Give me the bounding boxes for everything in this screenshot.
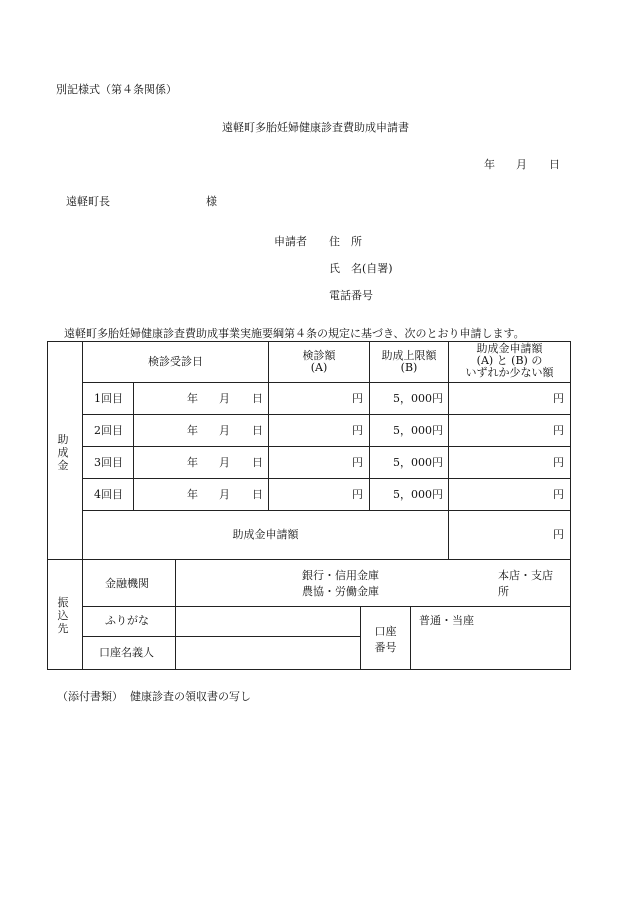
honorific: 様 bbox=[206, 195, 217, 208]
form-label: 別記様式（第４条関係） bbox=[56, 83, 177, 96]
subsidy-section-label: 助 成 金 bbox=[57, 433, 69, 472]
phone-label: 電話番号 bbox=[329, 289, 373, 302]
row-month: 月 bbox=[219, 392, 230, 405]
bank-type-1[interactable]: 銀行・信用金庫 bbox=[302, 569, 379, 582]
account-holder-field[interactable] bbox=[176, 637, 360, 669]
row-limit: 5，000円 bbox=[393, 424, 443, 437]
address-label: 住 所 bbox=[329, 235, 362, 248]
furigana-label: ふりがな bbox=[105, 614, 149, 627]
row-year: 年 bbox=[187, 488, 198, 501]
row-label: 3回目 bbox=[94, 456, 123, 469]
row-request[interactable]: 円 bbox=[553, 392, 564, 405]
intro-text: 遠軽町多胎妊婦健康診査費助成事業実施要綱第４条の規定に基づき、次のとおり申請します。 bbox=[64, 327, 525, 340]
row-limit: 5，000円 bbox=[393, 392, 443, 405]
account-type[interactable]: 普通・当座 bbox=[419, 614, 474, 627]
col-header-request: 助成金申請額 (A) と (B) の いずれか少ない額 bbox=[465, 342, 554, 379]
row-month: 月 bbox=[219, 488, 230, 501]
account-number-label: 口座 番号 bbox=[374, 625, 397, 654]
date-month-label: 月 bbox=[516, 158, 527, 171]
attachments-text: 健康診査の領収書の写し bbox=[130, 690, 251, 703]
furigana-field[interactable] bbox=[176, 607, 360, 636]
row-request[interactable]: 円 bbox=[553, 488, 564, 501]
total-label: 助成金申請額 bbox=[232, 528, 299, 541]
row-fee[interactable]: 円 bbox=[352, 456, 363, 469]
transfer-section-label: 振 込 先 bbox=[57, 596, 69, 635]
row-request[interactable]: 円 bbox=[553, 424, 564, 437]
row-fee[interactable]: 円 bbox=[352, 424, 363, 437]
row-month: 月 bbox=[219, 456, 230, 469]
row-year: 年 bbox=[187, 424, 198, 437]
row-limit: 5，000円 bbox=[393, 488, 443, 501]
col-header-limit: 助成上限額 (B) bbox=[381, 349, 437, 374]
row-fee[interactable]: 円 bbox=[352, 488, 363, 501]
col-header-date: 検診受診日 bbox=[148, 355, 203, 368]
row-label: 1回目 bbox=[94, 392, 123, 405]
row-fee[interactable]: 円 bbox=[352, 392, 363, 405]
row-day: 日 bbox=[252, 456, 263, 469]
name-label: 氏 名(自署) bbox=[329, 262, 393, 275]
date-day-label: 日 bbox=[549, 158, 560, 171]
document-title: 遠軽町多胎妊婦健康診査費助成申請書 bbox=[222, 121, 409, 134]
row-day: 日 bbox=[252, 488, 263, 501]
row-label: 4回目 bbox=[94, 488, 123, 501]
bank-type-2[interactable]: 農協・労働金庫 bbox=[302, 585, 379, 598]
row-day: 日 bbox=[252, 424, 263, 437]
row-day: 日 bbox=[252, 392, 263, 405]
row-request[interactable]: 円 bbox=[553, 456, 564, 469]
row-year: 年 bbox=[187, 392, 198, 405]
attachments-label: （添付書類） bbox=[57, 690, 123, 703]
row-year: 年 bbox=[187, 456, 198, 469]
branch-type-1[interactable]: 本店・支店 bbox=[498, 569, 553, 582]
addressee: 遠軽町長 bbox=[66, 195, 110, 208]
row-limit: 5，000円 bbox=[393, 456, 443, 469]
branch-type-2[interactable]: 所 bbox=[498, 585, 509, 598]
row-label: 2回目 bbox=[94, 424, 123, 437]
total-request[interactable]: 円 bbox=[553, 528, 564, 541]
row-month: 月 bbox=[219, 424, 230, 437]
bank-label: 金融機関 bbox=[105, 577, 149, 590]
col-header-fee: 検診額 (A) bbox=[302, 349, 336, 374]
applicant-label: 申請者 bbox=[274, 235, 307, 248]
date-year-label: 年 bbox=[484, 158, 495, 171]
account-holder-label: 口座名義人 bbox=[99, 646, 154, 659]
